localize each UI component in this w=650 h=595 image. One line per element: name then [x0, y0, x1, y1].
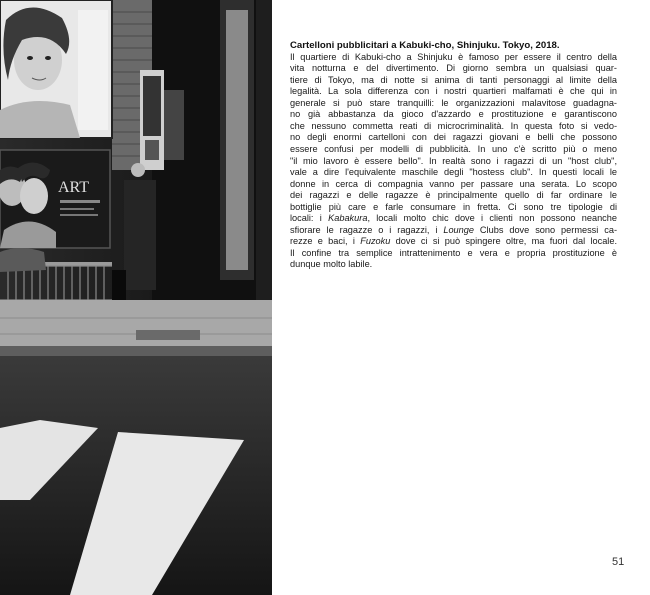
caption-line: Il quartiere di Kabuki-cho a Shinjuku è famoso per essere il centro della — [290, 51, 617, 62]
caption-line: no già abbastanza da gioco d'azzardo e prostituzione e garantiscono — [290, 109, 617, 120]
caption-title: Cartelloni pubblicitari a Kabuki-cho, Shinjuku. Tokyo, 2018. — [290, 40, 560, 51]
caption-line: generale si può stare tranquilli: le organizzazioni malavitose guadagna- — [290, 97, 617, 108]
caption-line: vale a dire l'equivalente maschile degli "hostess club". In questi locali le — [290, 167, 617, 178]
caption-block — [290, 40, 617, 271]
caption-line: "il mio lavoro è essere bello". In realtà sono i ragazzi di un "host club", — [290, 155, 617, 166]
caption-line: donne in cerca di compagnia vanno per passare una serata. Lo scopo — [290, 178, 617, 189]
caption-line: sfiorare le ragazze o i ragazzi, i Lounge Clubs dove sono permessi ca- — [290, 224, 617, 235]
caption-line: Il confine tra semplice intrattenimento e vera e propria prostituzione è — [290, 247, 617, 258]
caption-line: locali: i Kabakura, locali molto chic dove i clienti non possono neanche — [290, 213, 617, 224]
caption-line: che nessuno commetta reati di microcriminalità. In questa foto si vedo- — [290, 120, 617, 131]
caption-line: essere confusi per modelli di pubblicità. In uno c'è scritto più o meno — [290, 143, 617, 154]
billboard-text: ART — [58, 179, 90, 196]
caption-line: dunque molto labile. — [290, 259, 373, 270]
caption-line: rezze e baci, i Fuzoku dove ci si può spingere oltre, ma fuori dal locale. — [290, 236, 618, 247]
caption-line: dei ragazzi e delle ragazze è principalmente quello di far ordinare le — [290, 190, 617, 201]
caption-line: legalità. La sola differenza con i nostri quartieri malfamati è che qui in — [290, 86, 617, 97]
caption-line: no degli enormi cartelloni con dei ragazzi giovani e belli che possono — [290, 132, 617, 143]
caption-line: vita notturna e del divertimento. Di giorno sembra un qualsiasi quar- — [290, 63, 617, 74]
caption-body — [290, 52, 617, 271]
page-number: 51 — [612, 556, 625, 568]
kabukicho-street-scene — [0, 0, 272, 595]
caption-line: bottiglie più care e farle consumare in fretta. Ci sono tre tipologie di — [290, 201, 617, 212]
street-photograph — [0, 0, 272, 595]
caption-line: tiere di Tokyo, ma di notte si anima di tanti personaggi al limite della — [290, 74, 617, 85]
